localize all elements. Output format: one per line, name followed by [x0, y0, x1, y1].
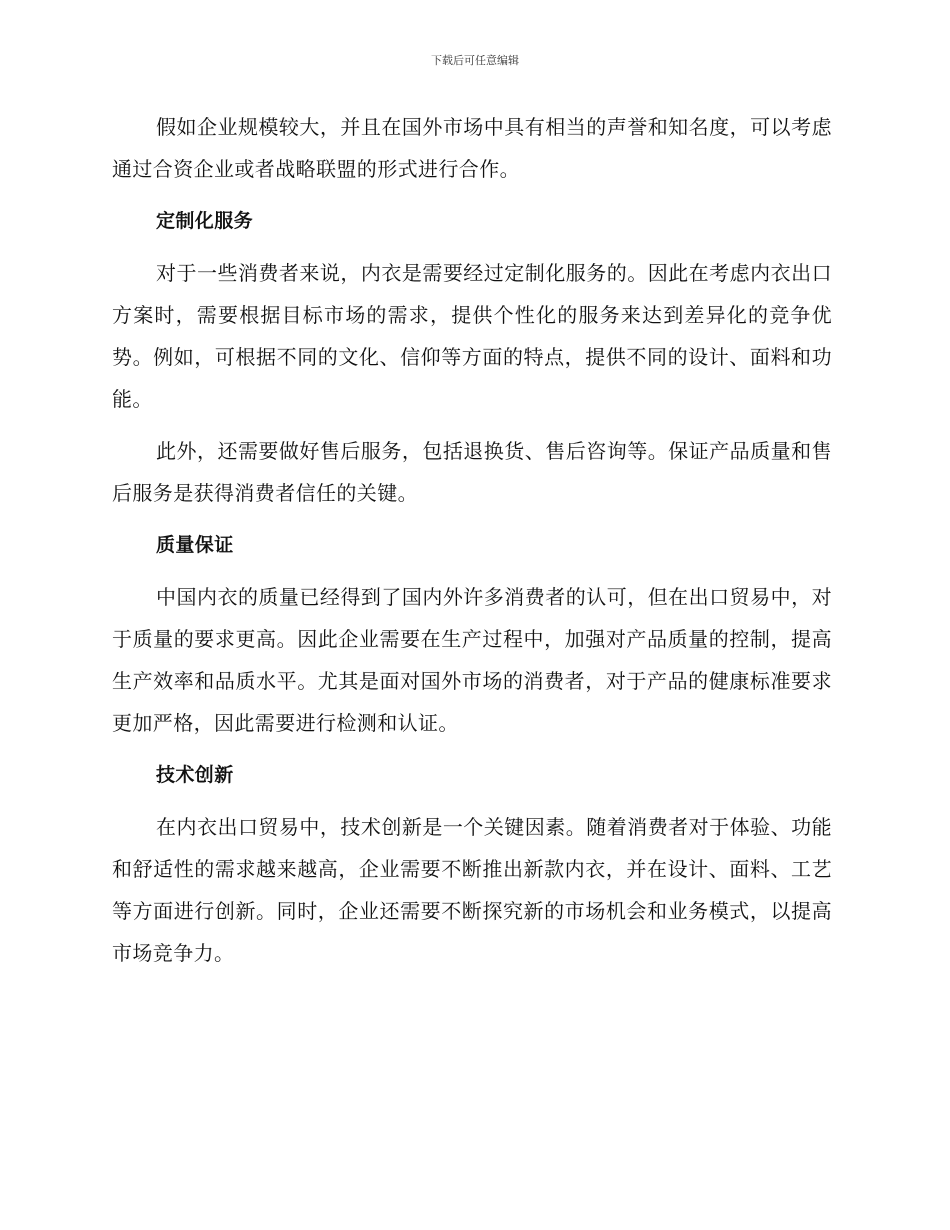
paragraph-quality: 中国内衣的质量已经得到了国内外许多消费者的认可，但在出口贸易中，对于质量的要求更高。因此企业需要在生产过程中，加强对产品质量的控制，提高生产效率和品质水平。尤其是面对国外市场的消费者，对于产品的健康标准要求更加严格，因此需要进行检测和认证。: [112, 585, 832, 735]
document-body: [112, 106, 832, 984]
paragraph-innovation: 在内衣出口贸易中，技术创新是一个关键因素。随着消费者对于体验、功能和舒适性的需求越来越高，企业需要不断推出新款内衣，并在设计、面料、工艺等方面进行创新。同时，企业还需要不断探究新的市场机会和业务模式，以提高市场竞争力。: [112, 815, 832, 965]
paragraph-customization: 对于一些消费者来说，内衣是需要经过定制化服务的。因此在考虑内衣出口方案时，需要根据目标市场的需求，提供个性化的服务来达到差异化的竞争优势。例如，可根据不同的文化、信仰等方面的特点，提供不同的设计、面料和功能。: [112, 261, 832, 411]
page-header: 下载后可任意编辑: [431, 54, 519, 67]
section-heading-customization: 定制化服务: [156, 210, 254, 232]
section-heading-quality: 质量保证: [156, 534, 234, 556]
paragraph-joint-venture: 假如企业规模较大，并且在国外市场中具有相当的声誉和知名度，可以考虑通过合资企业或者战略联盟的形式进行合作。: [112, 115, 832, 181]
paragraph-after-sales: 此外，还需要做好售后服务，包括退换货、售后咨询等。保证产品质量和售后服务是获得消费者信任的关键。: [112, 439, 832, 505]
section-heading-innovation: 技术创新: [156, 764, 234, 786]
